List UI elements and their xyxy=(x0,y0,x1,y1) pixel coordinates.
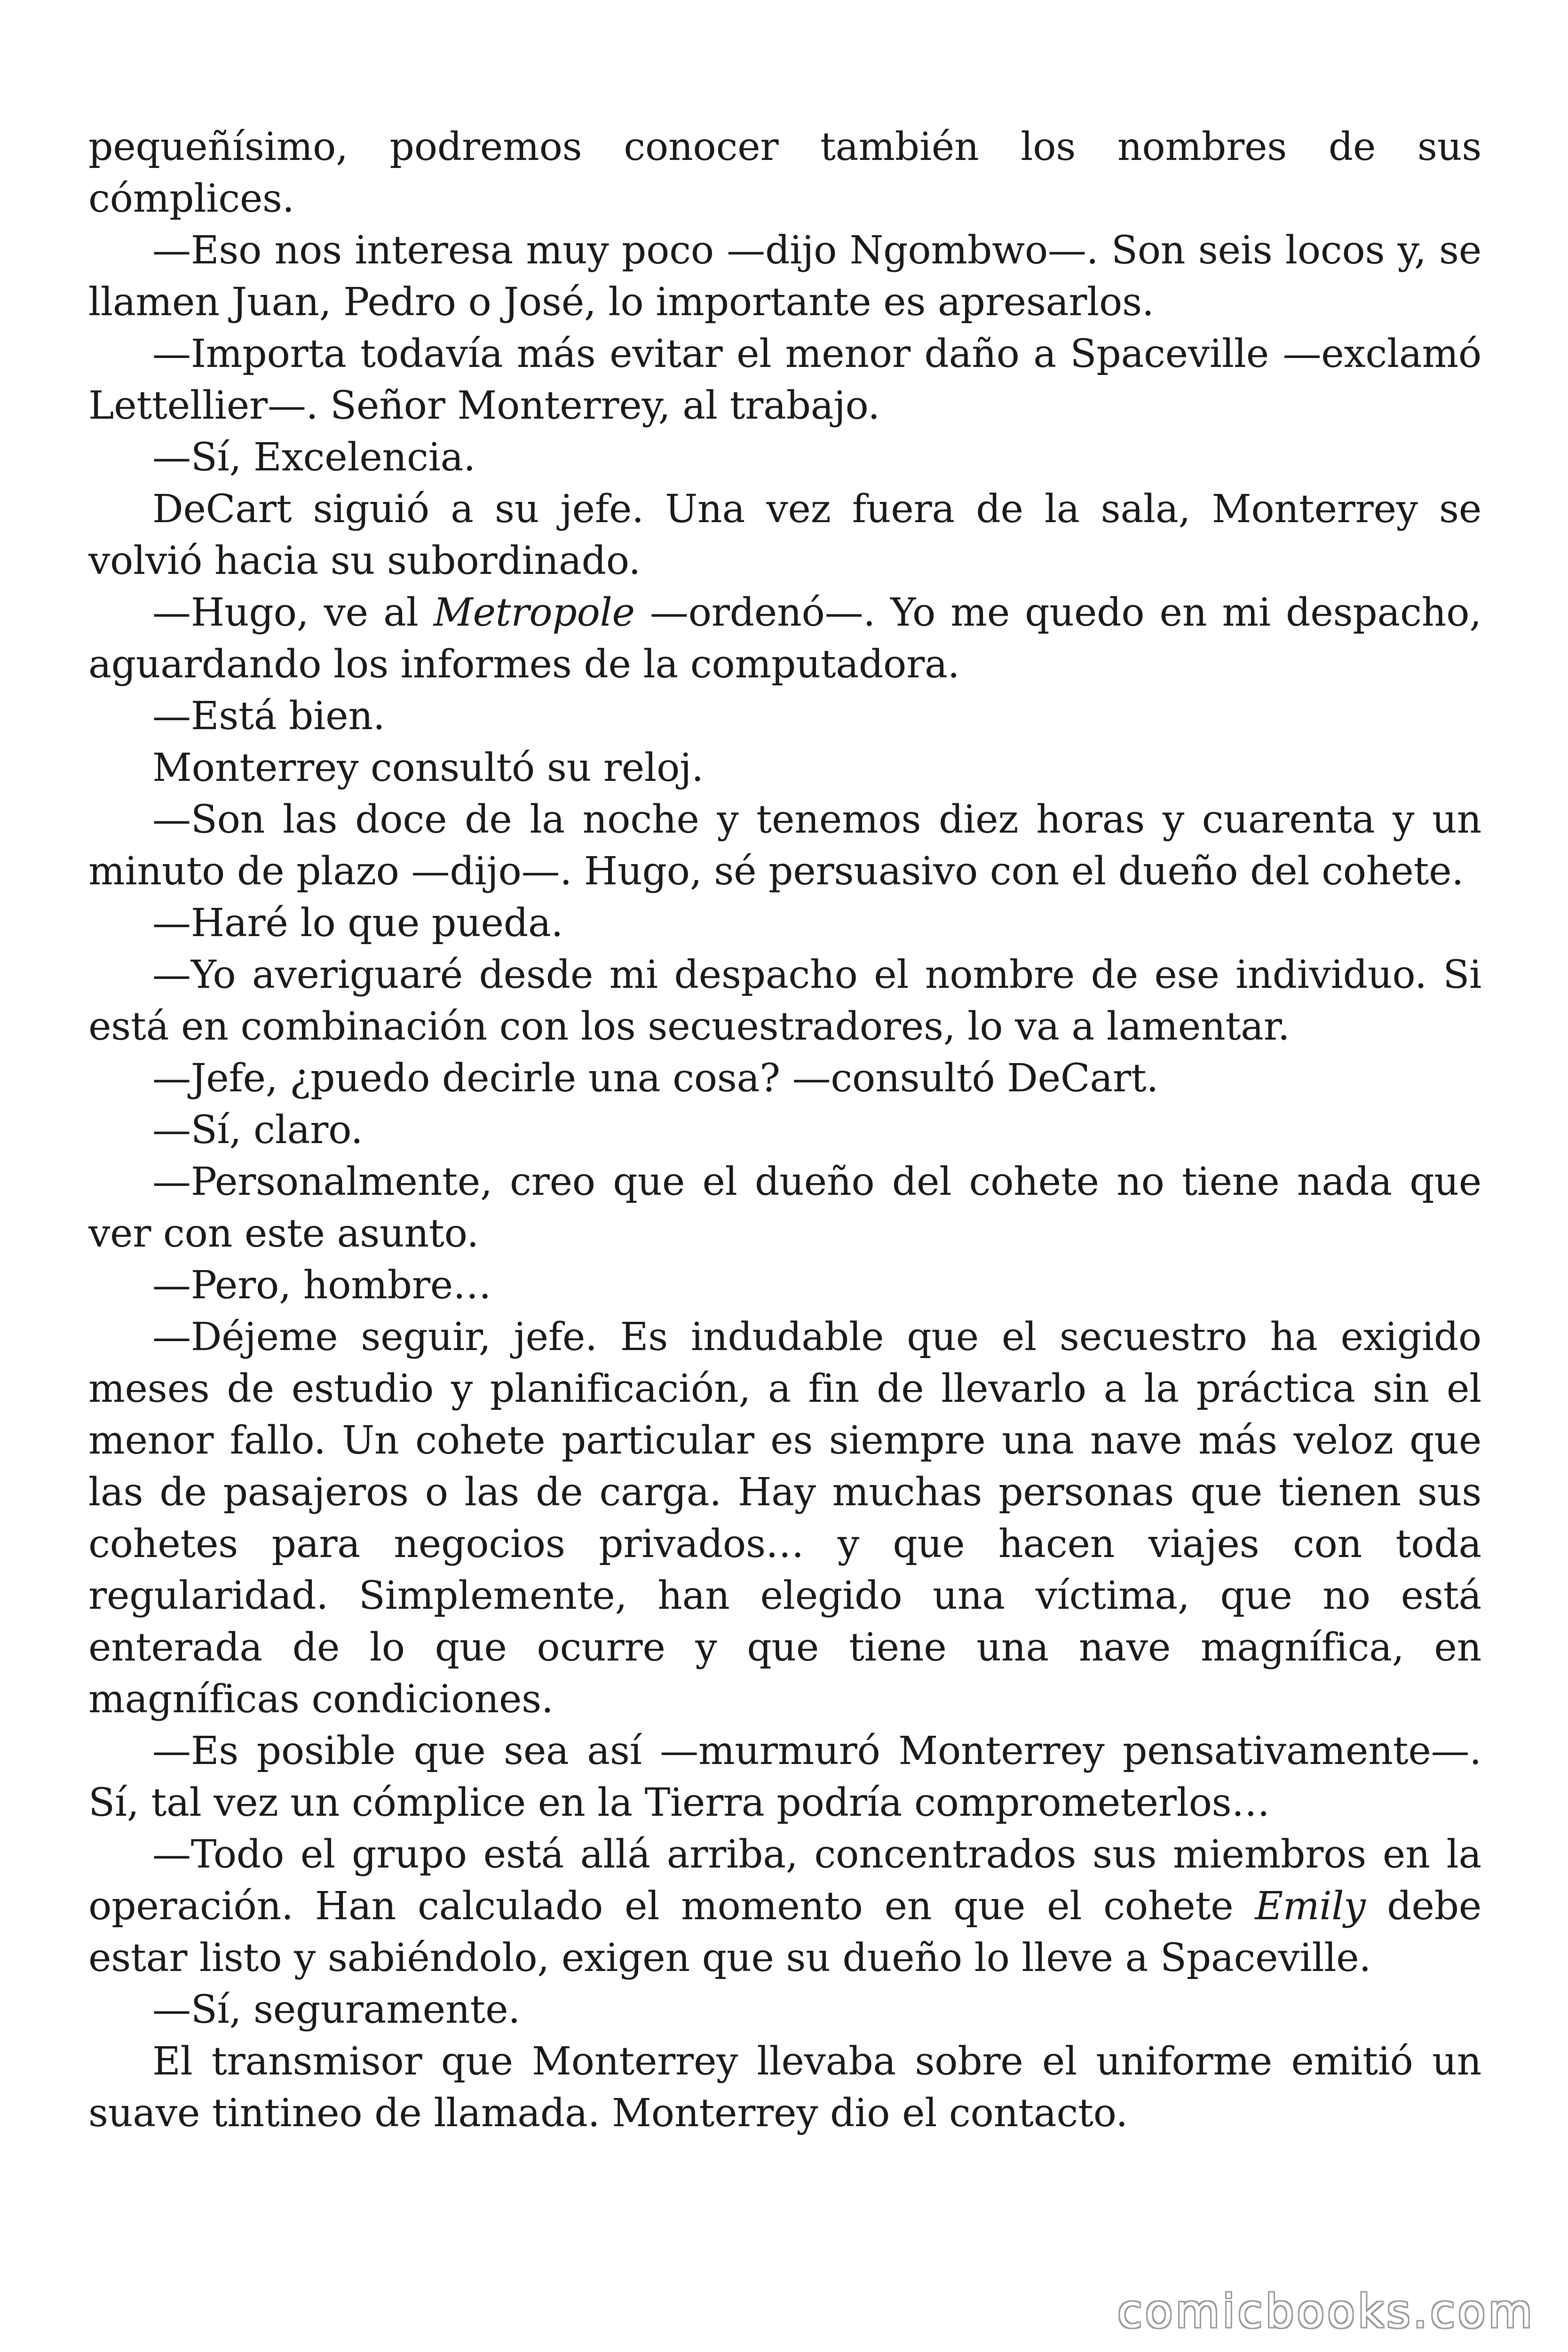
paragraph xyxy=(88,121,1481,225)
paragraph xyxy=(88,1156,1481,1260)
italic-text: Metropole xyxy=(433,590,635,635)
italic-text: Emily xyxy=(1255,1884,1366,1929)
text-run: —Hugo, ve al xyxy=(152,590,434,635)
paragraph xyxy=(88,328,1481,432)
paragraph xyxy=(88,484,1481,587)
text-run: —Sí, seguramente. xyxy=(152,1987,521,2032)
paragraph xyxy=(88,742,1481,794)
text-run: —Personalmente, creo que el dueño del cohete no tiene nada que ver con este asunto. xyxy=(88,1160,1481,1256)
paragraph xyxy=(88,1260,1481,1311)
text-run: —Sí, Excelencia. xyxy=(152,435,475,480)
watermark-logo: comicbooks.com xyxy=(1117,2285,1535,2338)
text-run: —Haré lo que pueda. xyxy=(152,901,563,946)
text-run: Monterrey consultó su reloj. xyxy=(152,746,704,790)
text-run: —Todo el grupo está allá arriba, concentrados sus miembros en la operación. Han calculado el momento en que el cohete xyxy=(88,1832,1481,1929)
paragraph xyxy=(88,225,1481,328)
paragraph xyxy=(88,1984,1481,2036)
paragraph xyxy=(88,587,1481,691)
text-run: —Está bien. xyxy=(152,694,385,739)
text-run: —Jefe, ¿puedo decirle una cosa? —consultó DeCart. xyxy=(152,1056,1159,1101)
text-run: —Déjeme seguir, jefe. Es indudable que el secuestro ha exigido meses de estudio y planificación, a fin de llevarlo a la práctica sin el menor fallo. Un cohete particular es siempre una nave más veloz que las de pasajeros o las de carga. Hay muchas personas que tienen sus cohetes para negocios privados… y que hacen viajes con toda regularidad. Simplemente, han elegido una víctima, que no está enterada de lo que ocurre y que tiene una nave magnífica, en magníficas condiciones. xyxy=(88,1315,1481,1722)
text-run: —Es posible que sea así —murmuró Monterrey pensativamente—. Sí, tal vez un cómplice en la Tierra podría comprometerlos… xyxy=(88,1729,1481,1825)
paragraph xyxy=(88,1725,1481,1829)
text-run: —Eso nos interesa muy poco —dijo Ngombwo—. Son seis locos y, se llamen Juan, Pedro o José, lo importante es apresarlos. xyxy=(88,228,1481,325)
text-run: —Sí, claro. xyxy=(152,1108,363,1152)
paragraph xyxy=(88,898,1481,949)
paragraph xyxy=(88,1053,1481,1104)
text-run: —Son las doce de la noche y tenemos diez horas y cuarenta y un minuto de plazo —dijo—. Hugo, sé persuasivo con el dueño del cohete. xyxy=(88,797,1481,894)
text-run: pequeñísimo, podremos conocer también los nombres de sus cómplices. xyxy=(88,125,1481,221)
text-run: El transmisor que Monterrey llevaba sobre el uniforme emitió un suave tintineo de llamada. Monterrey dio el contacto. xyxy=(88,2039,1481,2136)
paragraph xyxy=(88,949,1481,1053)
text-run: —Pero, hombre… xyxy=(152,1263,491,1308)
text-run: DeCart siguió a su jefe. Una vez fuera de la sala, Monterrey se volvió hacia su subordinado. xyxy=(88,487,1481,583)
text-run: —Importa todavía más evitar el menor daño a Spaceville —exclamó Lettellier—. Señor Monterrey, al trabajo. xyxy=(88,332,1481,428)
paragraph xyxy=(88,2036,1481,2139)
text-run: —Yo averiguaré desde mi despacho el nombre de ese individuo. Si está en combinación con los secuestradores, lo va a lamentar. xyxy=(88,953,1481,1049)
paragraph xyxy=(88,691,1481,742)
paragraph xyxy=(88,1311,1481,1725)
paragraph xyxy=(88,794,1481,898)
text-run: debe estar listo y sabiéndolo, exigen que su dueño lo lleve a Spaceville. xyxy=(88,1884,1482,1980)
paragraph xyxy=(88,1104,1481,1156)
paragraph xyxy=(88,432,1481,484)
page-body-text xyxy=(88,121,1481,2139)
paragraph xyxy=(88,1829,1481,1984)
text-run: —ordenó—. Yo me quedo en mi despacho, aguardando los informes de la computadora. xyxy=(88,590,1481,687)
